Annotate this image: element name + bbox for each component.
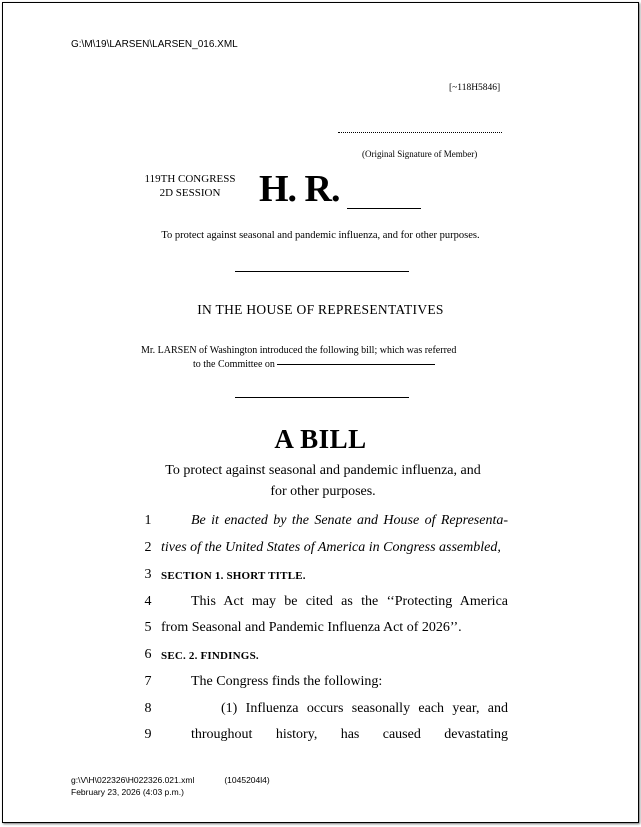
- signature-line: [338, 132, 502, 133]
- section-heading: SEC. 2. FINDINGS.: [161, 650, 259, 662]
- line-number: 9: [144, 727, 152, 742]
- introduction-line-2: [141, 358, 507, 372]
- footer-file-path: g:\V\H\022326\H022326.021.xml: [71, 775, 195, 785]
- line-number: 6: [144, 647, 152, 662]
- bill-number-blank: [347, 208, 421, 209]
- bill-type: H. R.: [259, 168, 340, 210]
- committee-blank: [277, 364, 435, 365]
- congress-session: [131, 172, 249, 200]
- purpose-short: To protect against seasonal and pandemic influenza, and for other purposes.: [161, 230, 480, 241]
- session-number: 2D SESSION: [159, 187, 221, 199]
- congress-number: 119TH CONGRESS: [144, 173, 236, 185]
- purpose-long-line-2: for other purposes.: [270, 484, 376, 499]
- line-number: 3: [144, 567, 152, 582]
- divider: [235, 397, 409, 398]
- body-text-line: from Seasonal and Pandemic Influenza Act of 2026’’.: [161, 620, 462, 635]
- bill-page: [2, 2, 639, 823]
- file-path: G:\M\19\LARSEN\LARSEN_016.XML: [71, 39, 238, 50]
- body-text-line: throughout history, has caused devastating: [191, 727, 508, 742]
- line-number: 2: [144, 540, 152, 555]
- line-number: 7: [144, 674, 152, 689]
- line-number: 4: [144, 594, 152, 609]
- footer-doc-id: (1045204l4): [224, 775, 270, 785]
- line-number: 5: [144, 620, 152, 635]
- section-heading: SECTION 1. SHORT TITLE.: [161, 570, 306, 582]
- line-number: 8: [144, 701, 152, 716]
- body-text-line: This Act may be cited as the ‘‘Protecting America: [191, 594, 508, 609]
- introduction-line-1: Mr. LARSEN of Washington introduced the following bill; which was referred: [141, 345, 457, 356]
- bill-code: [~118H5846]: [449, 83, 501, 93]
- enacting-clause-line: tives of the United States of America in Congress assembled,: [161, 540, 501, 555]
- body-text-line: The Congress finds the following:: [191, 674, 383, 689]
- purpose-long-line-1: To protect against seasonal and pandemic influenza, and: [165, 463, 481, 478]
- enacting-clause-line: Be it enacted by the Senate and House of Representa-: [191, 513, 508, 528]
- footer-file: [71, 775, 270, 785]
- body-text-line: (1) Influenza occurs seasonally each year, and: [221, 701, 508, 716]
- introduction: [141, 344, 507, 372]
- chamber-heading: IN THE HOUSE OF REPRESENTATIVES: [197, 302, 444, 317]
- divider: [235, 271, 409, 272]
- footer-timestamp: February 23, 2026 (4:03 p.m.): [71, 787, 184, 797]
- committee-label: to the Committee on: [193, 359, 275, 370]
- bill-title: A BILL: [274, 424, 367, 454]
- purpose-long: [133, 460, 513, 502]
- line-number: 1: [144, 513, 152, 528]
- signature-caption: (Original Signature of Member): [362, 149, 478, 159]
